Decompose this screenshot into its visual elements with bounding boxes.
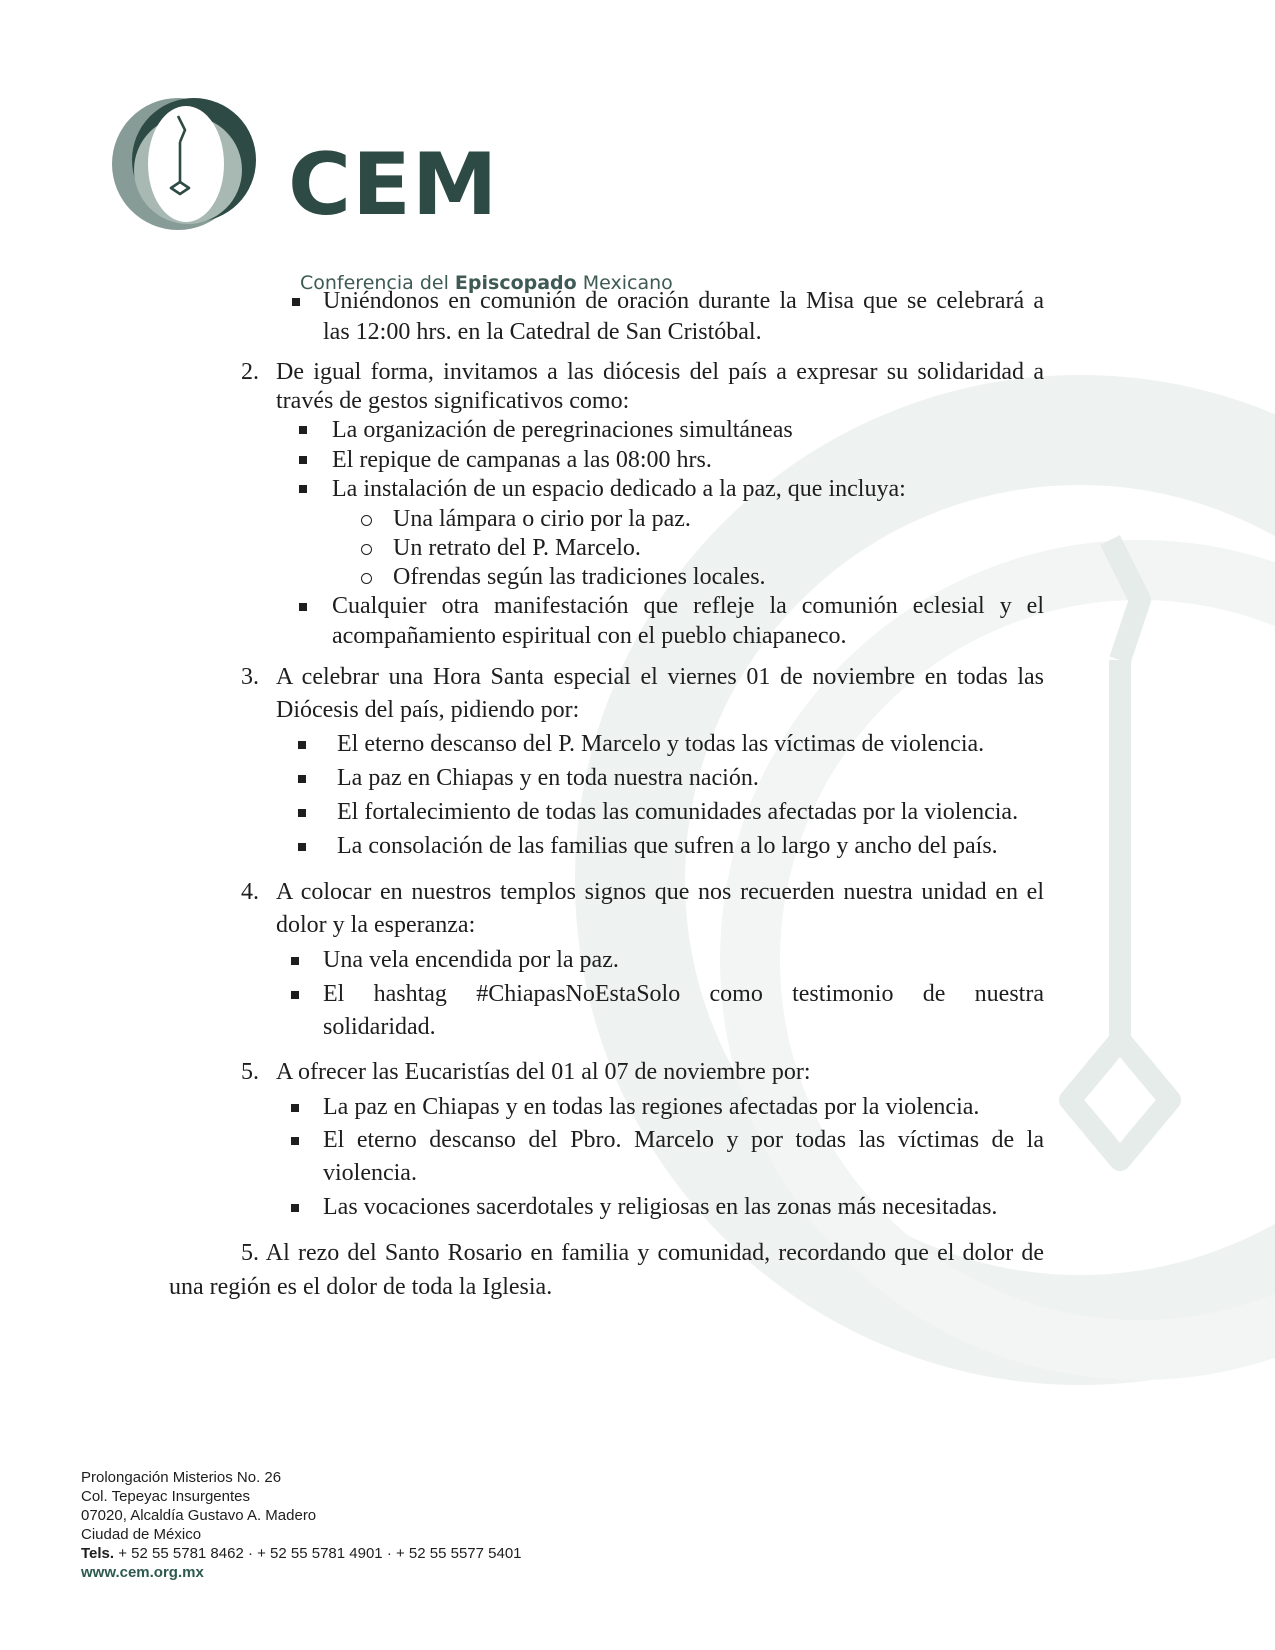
- bullet-marker: [298, 843, 306, 851]
- sub-bullet-text: Un retrato del P. Marcelo.: [393, 535, 641, 561]
- cem-logo: [110, 84, 673, 294]
- bullet-text: La consolación de las familias que sufren a lo largo y ancho del país.: [337, 833, 998, 859]
- sub-bullet-marker: [361, 544, 372, 555]
- bullet-marker: [291, 1204, 299, 1212]
- body-line: las 12:00 hrs. en la Catedral de San Cristóbal.: [323, 319, 762, 345]
- bullet-text: violencia.: [323, 1160, 417, 1186]
- logo-title: CEM: [288, 135, 499, 235]
- cem-emblem-icon: [110, 84, 270, 244]
- logo-subtitle: Conferencia del Episcopado Mexicano: [300, 272, 673, 294]
- bullet-text: Las vocaciones sacerdotales y religiosas en las zonas más necesitadas.: [323, 1194, 998, 1220]
- bullet-marker: [299, 485, 307, 493]
- bullet-text: La paz en Chiapas y en toda nuestra nación.: [337, 765, 759, 791]
- footer-address-line: Ciudad de México: [81, 1526, 202, 1543]
- footer-phones: Tels. + 52 55 5781 8462 · + 52 55 5781 4901 · + 52 55 5577 5401: [81, 1545, 522, 1562]
- bullet-text: El eterno descanso del Pbro. Marcelo y por todas las víctimas de la: [323, 1127, 1044, 1153]
- sub-bullet-text: Una lámpara o cirio por la paz.: [393, 506, 691, 532]
- bullet-marker: [299, 603, 307, 611]
- bullet-text: solidaridad.: [323, 1014, 436, 1040]
- bullet-text: acompañamiento espiritual con el pueblo chiapaneco.: [332, 623, 847, 649]
- footer-address-line: 07020, Alcaldía Gustavo A. Madero: [81, 1507, 317, 1524]
- closing-line: 5. Al rezo del Santo Rosario en familia y comunidad, recordando que el dolor de: [241, 1240, 1044, 1266]
- bullet-text: La paz en Chiapas y en todas las regiones afectadas por la violencia.: [323, 1094, 980, 1120]
- sub-bullet-marker: [361, 573, 372, 584]
- body-line: través de gestos significativos como:: [276, 388, 630, 414]
- bullet-marker: [299, 456, 307, 464]
- body-line: A celebrar una Hora Santa especial el viernes 01 de noviembre en todas las: [276, 664, 1044, 690]
- body-line: Diócesis del país, pidiendo por:: [276, 697, 580, 723]
- bullet-text: La instalación de un espacio dedicado a la paz, que incluya:: [332, 476, 906, 502]
- bullet-text: El hashtag #ChiapasNoEstaSolo como testimonio de nuestra: [323, 981, 1044, 1007]
- body-line: A colocar en nuestros templos signos que nos recuerden nuestra unidad en el: [276, 879, 1044, 905]
- bullet-marker: [291, 991, 299, 999]
- footer-address-line: Col. Tepeyac Insurgentes: [81, 1488, 250, 1505]
- bullet-text: El repique de campanas a las 08:00 hrs.: [332, 447, 712, 473]
- footer-address-line: Prolongación Misterios No. 26: [81, 1469, 282, 1486]
- bullet-marker: [298, 809, 306, 817]
- bullet-text: Una vela encendida por la paz.: [323, 947, 619, 973]
- body-line: dolor y la esperanza:: [276, 912, 476, 938]
- body-line: Uniéndonos en comunión de oración durante la Misa que se celebrará a: [323, 288, 1044, 314]
- bullet-marker: [298, 775, 306, 783]
- body-line: A ofrecer las Eucaristías del 01 al 07 de noviembre por:: [276, 1059, 811, 1085]
- bullet-marker: [298, 741, 306, 749]
- item-number: 2.: [241, 359, 259, 385]
- sub-bullet-marker: [361, 515, 372, 526]
- bullet-marker: [291, 1137, 299, 1145]
- bullet-marker: [299, 426, 307, 434]
- bullet-text: El fortalecimiento de todas las comunidades afectadas por la violencia.: [337, 799, 1019, 825]
- body-line: De igual forma, invitamos a las diócesis del país a expresar su solidaridad a: [276, 359, 1044, 385]
- item-number: 4.: [241, 879, 259, 905]
- bullet-marker: [291, 1104, 299, 1112]
- item-number: 3.: [241, 664, 259, 690]
- footer-contact: [81, 1468, 522, 1582]
- sub-bullet-text: Ofrendas según las tradiciones locales.: [393, 564, 766, 590]
- footer-website-link[interactable]: www.cem.org.mx: [81, 1564, 204, 1581]
- bullet-text: La organización de peregrinaciones simultáneas: [332, 417, 793, 443]
- bullet-text: El eterno descanso del P. Marcelo y todas las víctimas de violencia.: [337, 731, 985, 757]
- bullet-marker: [291, 957, 299, 965]
- bullet-marker: [292, 298, 300, 306]
- closing-line: una región es el dolor de toda la Iglesia.: [169, 1274, 553, 1300]
- bullet-text: Cualquier otra manifestación que refleje la comunión eclesial y el: [332, 593, 1044, 619]
- item-number: 5.: [241, 1059, 259, 1085]
